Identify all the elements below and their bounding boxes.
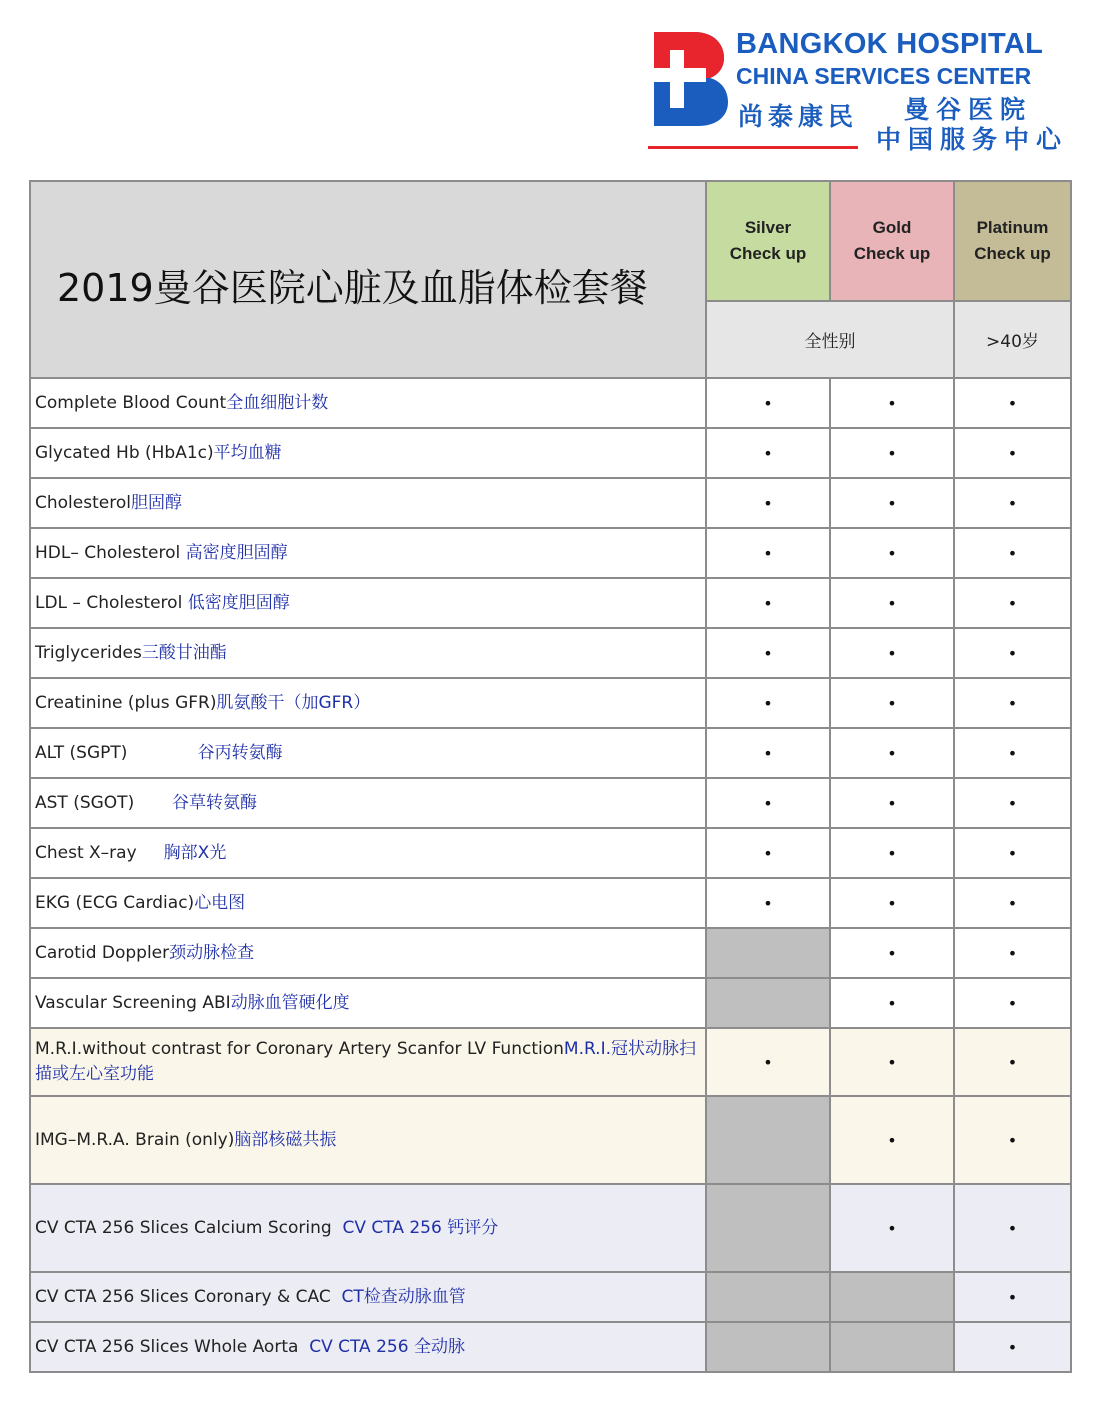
item-name-cn: 心电图 xyxy=(194,892,246,913)
not-included-cell-gold xyxy=(830,1272,954,1322)
table-row xyxy=(30,978,1071,1028)
item-name-cell xyxy=(30,878,706,928)
not-included-cell-silver xyxy=(706,1322,830,1372)
table-row xyxy=(30,778,1071,828)
included-mark-platinum: • xyxy=(954,628,1071,678)
item-name-cn: 胆固醇 xyxy=(130,492,182,513)
item-name-en: ALT (SGPT) xyxy=(35,742,198,763)
included-mark-silver: • xyxy=(706,1028,830,1096)
item-name-cn: 全血细胞计数 xyxy=(226,392,329,413)
included-mark-platinum: • xyxy=(954,528,1071,578)
page-title: 2019曼谷医院心脏及血脂体检套餐 xyxy=(57,266,648,310)
table-row xyxy=(30,728,1071,778)
included-mark-silver: • xyxy=(706,828,830,878)
table-row xyxy=(30,1096,1071,1184)
item-name-cn: 动脉血管硬化度 xyxy=(230,992,350,1013)
checkup-package-table xyxy=(29,180,1072,1373)
item-name-en: Creatinine (plus GFR) xyxy=(35,692,217,713)
item-name-en: AST (SGOT) xyxy=(35,792,173,813)
included-mark-silver: • xyxy=(706,628,830,678)
table-row xyxy=(30,828,1071,878)
table-row xyxy=(30,928,1071,978)
table-row xyxy=(30,1184,1071,1272)
table-row xyxy=(30,878,1071,928)
item-name-cell xyxy=(30,478,706,528)
item-name-en: IMG–M.R.A. Brain (only) xyxy=(35,1129,235,1150)
included-mark-gold: • xyxy=(830,578,954,628)
item-name-cn: M.R.I.冠状动脉扫描或左心室功能 xyxy=(35,1039,697,1084)
included-mark-silver: • xyxy=(706,378,830,428)
item-name-en: CV CTA 256 Slices Whole Aorta xyxy=(35,1336,310,1357)
item-name-cn: 胸部X光 xyxy=(163,842,227,863)
item-name-cn: 三酸甘油酯 xyxy=(141,642,227,663)
included-mark-platinum: • xyxy=(954,428,1071,478)
not-included-cell-silver xyxy=(706,1272,830,1322)
included-mark-platinum: • xyxy=(954,928,1071,978)
table-row xyxy=(30,628,1071,678)
item-name-en: Vascular Screening ABI xyxy=(35,992,231,1013)
included-mark-platinum: • xyxy=(954,378,1071,428)
item-name-en: Carotid Doppler xyxy=(35,942,170,963)
included-mark-silver: • xyxy=(706,678,830,728)
item-name-cell xyxy=(30,1028,706,1096)
included-mark-platinum: • xyxy=(954,878,1071,928)
column-header-silver-line2: Check up xyxy=(729,244,807,263)
table-row xyxy=(30,428,1071,478)
item-name-cn: 颈动脉检查 xyxy=(169,942,255,963)
included-mark-platinum: • xyxy=(954,1322,1071,1372)
item-name-cell xyxy=(30,928,706,978)
item-name-cn: CT检查动脉血管 xyxy=(341,1286,466,1307)
table-row xyxy=(30,528,1071,578)
included-mark-gold: • xyxy=(830,378,954,428)
item-name-en: CV CTA 256 Slices Coronary & CAC xyxy=(35,1286,342,1307)
included-mark-gold: • xyxy=(830,628,954,678)
table-body xyxy=(30,378,1071,1372)
item-name-en: Cholesterol xyxy=(35,492,131,513)
included-mark-silver: • xyxy=(706,478,830,528)
item-name-en: Glycated Hb (HbA1c) xyxy=(35,442,214,463)
included-mark-gold: • xyxy=(830,1028,954,1096)
included-mark-platinum: • xyxy=(954,978,1071,1028)
table-row xyxy=(30,1028,1071,1096)
included-mark-gold: • xyxy=(830,1096,954,1184)
included-mark-gold: • xyxy=(830,678,954,728)
included-mark-gold: • xyxy=(830,978,954,1028)
item-name-cn: 脑部核磁共振 xyxy=(234,1129,337,1150)
table-row xyxy=(30,578,1071,628)
not-included-cell-silver xyxy=(706,1096,830,1184)
table-row xyxy=(30,1322,1071,1372)
hospital-b-cross-icon xyxy=(648,30,728,126)
table-row xyxy=(30,1272,1071,1322)
logo-subtitle-en: CHINA SERVICES CENTER xyxy=(736,63,1032,89)
not-included-cell-silver xyxy=(706,1184,830,1272)
item-name-cell xyxy=(30,728,706,778)
included-mark-gold: • xyxy=(830,878,954,928)
item-name-cell xyxy=(30,978,706,1028)
included-mark-silver: • xyxy=(706,878,830,928)
included-mark-platinum: • xyxy=(954,578,1071,628)
item-name-cell xyxy=(30,1322,706,1372)
item-name-cn: 高密度胆固醇 xyxy=(185,542,288,563)
column-header-platinum-line2: Check up xyxy=(974,244,1051,263)
item-name-cn: CV CTA 256 全动脉 xyxy=(309,1336,465,1357)
column-header-silver-line1: Silver xyxy=(744,218,792,237)
item-name-cn: 低密度胆固醇 xyxy=(187,592,290,613)
logo-title-cn: 曼谷医院 xyxy=(904,95,1033,124)
included-mark-gold: • xyxy=(830,478,954,528)
included-mark-silver: • xyxy=(706,428,830,478)
item-name-cell xyxy=(30,1272,706,1322)
item-name-cell xyxy=(30,828,706,878)
column-header-platinum xyxy=(954,181,1071,301)
table-row xyxy=(30,478,1071,528)
included-mark-gold: • xyxy=(830,528,954,578)
logo-subtitle-cn: 中国服务中心 xyxy=(876,125,1069,154)
item-name-en: LDL – Cholesterol xyxy=(35,592,188,613)
included-mark-gold: • xyxy=(830,728,954,778)
included-mark-platinum: • xyxy=(954,1272,1071,1322)
item-name-cell xyxy=(30,1184,706,1272)
included-mark-platinum: • xyxy=(954,1028,1071,1096)
item-name-cell xyxy=(30,628,706,678)
age-limit-cell: >40岁 xyxy=(954,301,1071,378)
column-header-platinum-line1: Platinum xyxy=(976,218,1049,237)
item-name-cell xyxy=(30,678,706,728)
item-name-cell xyxy=(30,1096,706,1184)
included-mark-gold: • xyxy=(830,778,954,828)
item-name-en: M.R.I.without contrast for Coronary Artery Scanfor LV Function xyxy=(35,1039,564,1059)
item-name-cn: 平均血糖 xyxy=(213,442,282,463)
included-mark-silver: • xyxy=(706,528,830,578)
included-mark-platinum: • xyxy=(954,1096,1071,1184)
not-included-cell-silver xyxy=(706,978,830,1028)
column-header-gold-line1: Gold xyxy=(872,218,912,237)
logo-title-en: BANGKOK HOSPITAL xyxy=(736,28,1044,60)
included-mark-platinum: • xyxy=(954,678,1071,728)
not-included-cell-silver xyxy=(706,928,830,978)
column-header-gold-line2: Check up xyxy=(853,244,931,263)
column-header-gold xyxy=(830,181,954,301)
item-name-cell xyxy=(30,578,706,628)
column-header-silver xyxy=(706,181,830,301)
item-name-en: Triglycerides xyxy=(35,642,142,663)
not-included-cell-gold xyxy=(830,1322,954,1372)
item-name-cell xyxy=(30,528,706,578)
included-mark-silver: • xyxy=(706,578,830,628)
gender-all-cell: 全性别 xyxy=(706,301,954,378)
table-row xyxy=(30,678,1071,728)
included-mark-gold: • xyxy=(830,428,954,478)
included-mark-silver: • xyxy=(706,728,830,778)
item-name-en: EKG (ECG Cardiac) xyxy=(35,892,195,913)
item-name-cell xyxy=(30,778,706,828)
item-name-cell xyxy=(30,428,706,478)
included-mark-platinum: • xyxy=(954,828,1071,878)
included-mark-silver: • xyxy=(706,778,830,828)
item-name-en: CV CTA 256 Slices Calcium Scoring xyxy=(35,1217,343,1238)
included-mark-platinum: • xyxy=(954,1184,1071,1272)
item-name-cn: CV CTA 256 钙评分 xyxy=(342,1217,499,1238)
included-mark-gold: • xyxy=(830,1184,954,1272)
title-cell xyxy=(30,181,706,378)
item-name-cn: 肌氨酸干（加GFR） xyxy=(216,692,371,713)
included-mark-platinum: • xyxy=(954,778,1071,828)
item-name-cn: 谷丙转氨酶 xyxy=(197,742,283,763)
item-name-en: Complete Blood Count xyxy=(35,392,227,413)
included-mark-gold: • xyxy=(830,928,954,978)
logo-slogan-cn: 尚泰康民 xyxy=(738,102,859,131)
item-name-en: Chest X–ray xyxy=(35,842,164,863)
item-name-cell xyxy=(30,378,706,428)
included-mark-platinum: • xyxy=(954,478,1071,528)
included-mark-platinum: • xyxy=(954,728,1071,778)
item-name-en: HDL– Cholesterol xyxy=(35,542,186,563)
item-name-cn: 谷草转氨酶 xyxy=(172,792,258,813)
header-row xyxy=(30,181,1071,301)
logo-underline xyxy=(648,146,858,149)
included-mark-gold: • xyxy=(830,828,954,878)
table-row xyxy=(30,378,1071,428)
hospital-logo xyxy=(646,26,1069,156)
